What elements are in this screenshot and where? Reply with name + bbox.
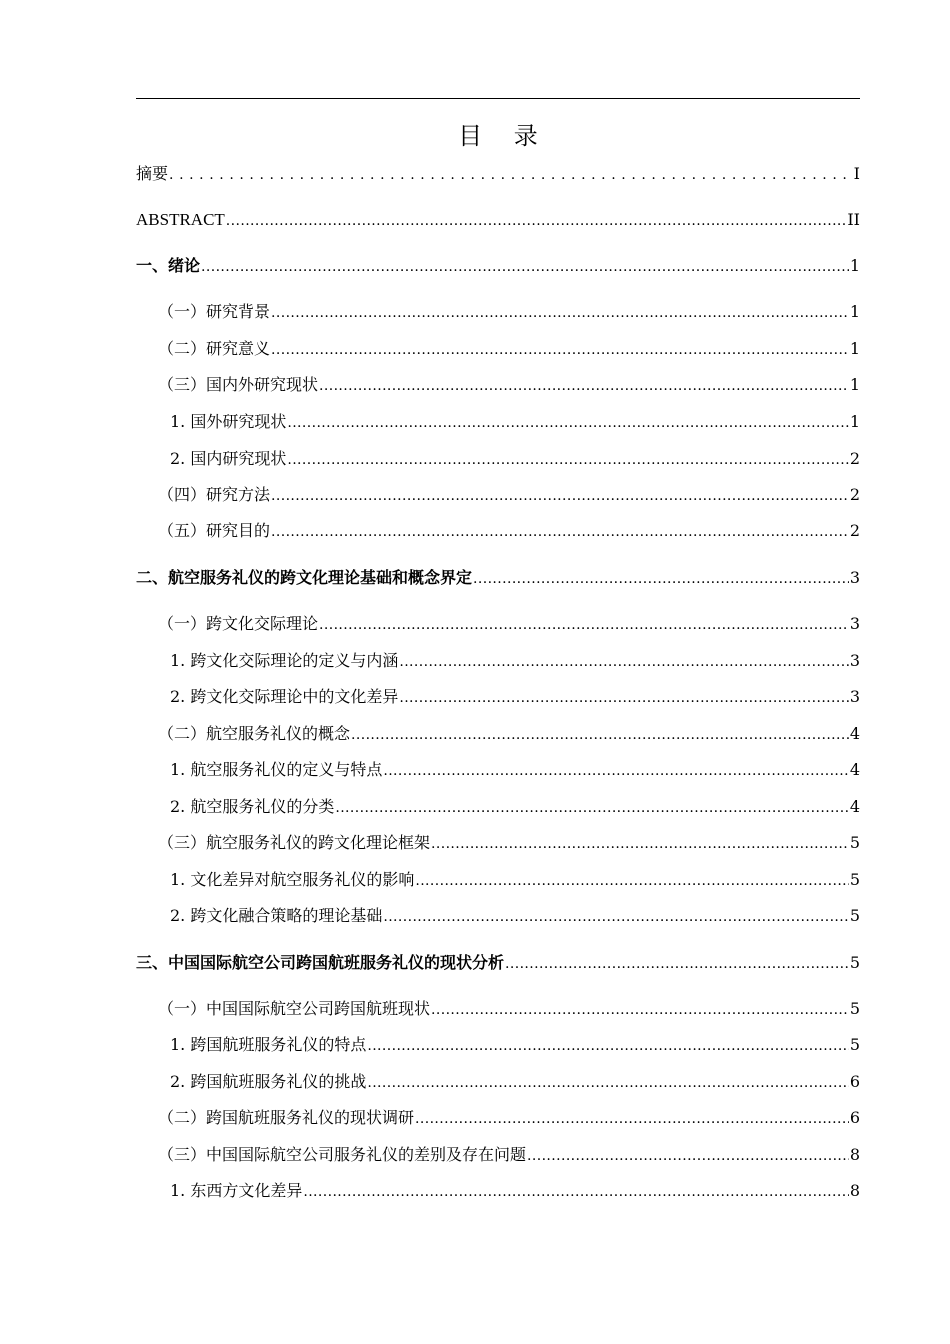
toc-page-number: 4 <box>849 724 860 743</box>
toc-page-number: II <box>847 210 860 229</box>
toc-page-number: 5 <box>849 870 860 889</box>
toc-leader-dots <box>505 955 849 973</box>
toc-page-number: 2 <box>849 485 860 504</box>
toc-leader-dots <box>351 726 849 744</box>
toc-entry-label: 2. 跨文化融合策略的理论基础 <box>136 906 382 926</box>
toc-leader-dots <box>201 258 849 276</box>
toc-page-number: 5 <box>849 999 860 1018</box>
toc-entry-label: 三、中国国际航空公司跨国航班服务礼仪的现状分析 <box>136 953 505 972</box>
toc-page-number: 6 <box>849 1072 860 1091</box>
toc-leader-dots <box>367 1074 848 1092</box>
toc-page-number: 5 <box>849 833 860 852</box>
toc-entry-label: 1. 国外研究现状 <box>136 412 286 432</box>
toc-page-number: 1 <box>849 302 860 321</box>
toc-leader-dots <box>319 616 849 634</box>
toc-leader-dots <box>383 762 848 780</box>
toc-entry-subsection[interactable] <box>136 408 860 432</box>
toc-entry-chapter-2[interactable] <box>136 564 860 588</box>
toc-entry-section[interactable] <box>136 335 860 359</box>
toc-leader-dots <box>271 341 849 359</box>
toc-entry-subsection[interactable] <box>136 1068 860 1092</box>
toc-entry-label: （四）研究方法 <box>136 485 270 505</box>
toc-entry-label: 2. 国内研究现状 <box>136 449 286 469</box>
toc-entry-chapter-1[interactable] <box>136 252 860 276</box>
toc-leader-dots <box>226 212 847 230</box>
toc-page-number: 8 <box>849 1145 860 1164</box>
toc-leader-dots <box>287 414 848 432</box>
toc-page-number: 1 <box>849 412 860 431</box>
toc-page-number: 3 <box>849 568 860 587</box>
toc-entry-label: （三）国内外研究现状 <box>136 375 318 395</box>
toc-entry-label: 二、航空服务礼仪的跨文化理论基础和概念界定 <box>136 568 473 587</box>
toc-leader-dots <box>399 653 848 671</box>
toc-leader-dots <box>415 1110 849 1128</box>
toc-entry-label: 1. 跨国航班服务礼仪的特点 <box>136 1035 366 1055</box>
toc-entry-section[interactable] <box>136 610 860 634</box>
toc-entry-section[interactable] <box>136 720 860 744</box>
toc-entry-abstract-cn[interactable] <box>136 160 860 184</box>
toc-entry-label: 2. 航空服务礼仪的分类 <box>136 797 334 817</box>
toc-leader-dots <box>303 1183 848 1201</box>
toc-entry-label: （二）研究意义 <box>136 339 270 359</box>
toc-page-number: 4 <box>849 797 860 816</box>
toc-entry-section[interactable] <box>136 995 860 1019</box>
toc-entry-label: 2. 跨国航班服务礼仪的挑战 <box>136 1072 366 1092</box>
toc-entry-subsection[interactable] <box>136 445 860 469</box>
toc-title: 目 录 <box>458 122 550 150</box>
toc-entry-subsection[interactable] <box>136 647 860 671</box>
toc-entry-label: （三）中国国际航空公司服务礼仪的差别及存在问题 <box>136 1145 526 1165</box>
toc-leader-dots <box>271 304 849 322</box>
toc-entry-label: （二）航空服务礼仪的概念 <box>136 724 350 744</box>
toc-entry-label: 1. 文化差异对航空服务礼仪的影响 <box>136 870 414 890</box>
toc-entry-section[interactable] <box>136 298 860 322</box>
toc-entry-label: （一）跨文化交际理论 <box>136 614 318 634</box>
toc-page-number: 4 <box>849 760 860 779</box>
toc-page-number: 1 <box>849 256 860 275</box>
toc-entry-subsection[interactable] <box>136 1031 860 1055</box>
toc-entry-subsection[interactable] <box>136 1177 860 1201</box>
toc-entry-section[interactable] <box>136 1141 860 1165</box>
toc-page-number: 5 <box>849 1035 860 1054</box>
toc-entry-section[interactable] <box>136 1104 860 1128</box>
toc-entry-label: （一）研究背景 <box>136 302 270 322</box>
toc-entry-subsection[interactable] <box>136 756 860 780</box>
toc-leader-dots <box>271 523 849 541</box>
toc-page-number: 5 <box>849 906 860 925</box>
toc-entry-label: ABSTRACT <box>136 210 225 229</box>
toc-page-number: 3 <box>849 614 860 633</box>
toc-leader-dots <box>431 835 849 853</box>
toc-entry-subsection[interactable] <box>136 793 860 817</box>
toc-entry-label: 摘要 <box>136 164 169 183</box>
toc-leader-dots <box>319 377 849 395</box>
toc-page-number: 6 <box>849 1108 860 1127</box>
toc-leader-dots <box>415 872 848 890</box>
toc-entry-section[interactable] <box>136 829 860 853</box>
toc-leader-dots <box>271 487 849 505</box>
toc-page-number: 1 <box>849 375 860 394</box>
toc-page-number: 2 <box>849 449 860 468</box>
toc-leader-dots <box>383 908 848 926</box>
toc-page-number: 3 <box>849 651 860 670</box>
toc-entry-subsection[interactable] <box>136 902 860 926</box>
toc-entry-section[interactable] <box>136 481 860 505</box>
toc-entry-chapter-3[interactable] <box>136 949 860 973</box>
toc-leader-dots <box>367 1037 848 1055</box>
toc-entry-section[interactable] <box>136 371 860 395</box>
toc-entry-label: 一、绪论 <box>136 256 201 275</box>
toc-entry-subsection[interactable] <box>136 683 860 707</box>
toc-page-number: 1 <box>849 339 860 358</box>
toc-entry-label: （五）研究目的 <box>136 521 270 541</box>
toc-entry-label: （二）跨国航班服务礼仪的现状调研 <box>136 1108 414 1128</box>
toc-leader-dots <box>335 799 848 817</box>
toc-page-number: Ⅰ <box>853 164 860 183</box>
toc-entry-abstract-en[interactable] <box>136 206 860 230</box>
toc-entry-section[interactable] <box>136 517 860 541</box>
toc-entry-label: 1. 跨文化交际理论的定义与内涵 <box>136 651 398 671</box>
toc-leader-dots <box>169 166 853 184</box>
toc-leader-dots <box>473 570 849 588</box>
toc-entry-subsection[interactable] <box>136 866 860 890</box>
toc-entry-label: 1. 航空服务礼仪的定义与特点 <box>136 760 382 780</box>
toc-page-number: 8 <box>849 1181 860 1200</box>
toc-entry-label: 2. 跨文化交际理论中的文化差异 <box>136 687 398 707</box>
toc-entry-label: （三）航空服务礼仪的跨文化理论框架 <box>136 833 430 853</box>
toc-entry-label: （一）中国国际航空公司跨国航班现状 <box>136 999 430 1019</box>
toc-leader-dots <box>527 1147 849 1165</box>
toc-page-number: 3 <box>849 687 860 706</box>
header-rule <box>136 98 860 99</box>
toc-entry-label: 1. 东西方文化差异 <box>136 1181 302 1201</box>
toc-leader-dots <box>399 689 848 707</box>
toc-page-number: 5 <box>849 953 860 972</box>
toc-leader-dots <box>287 451 848 469</box>
toc-leader-dots <box>431 1001 849 1019</box>
toc-page-number: 2 <box>849 521 860 540</box>
